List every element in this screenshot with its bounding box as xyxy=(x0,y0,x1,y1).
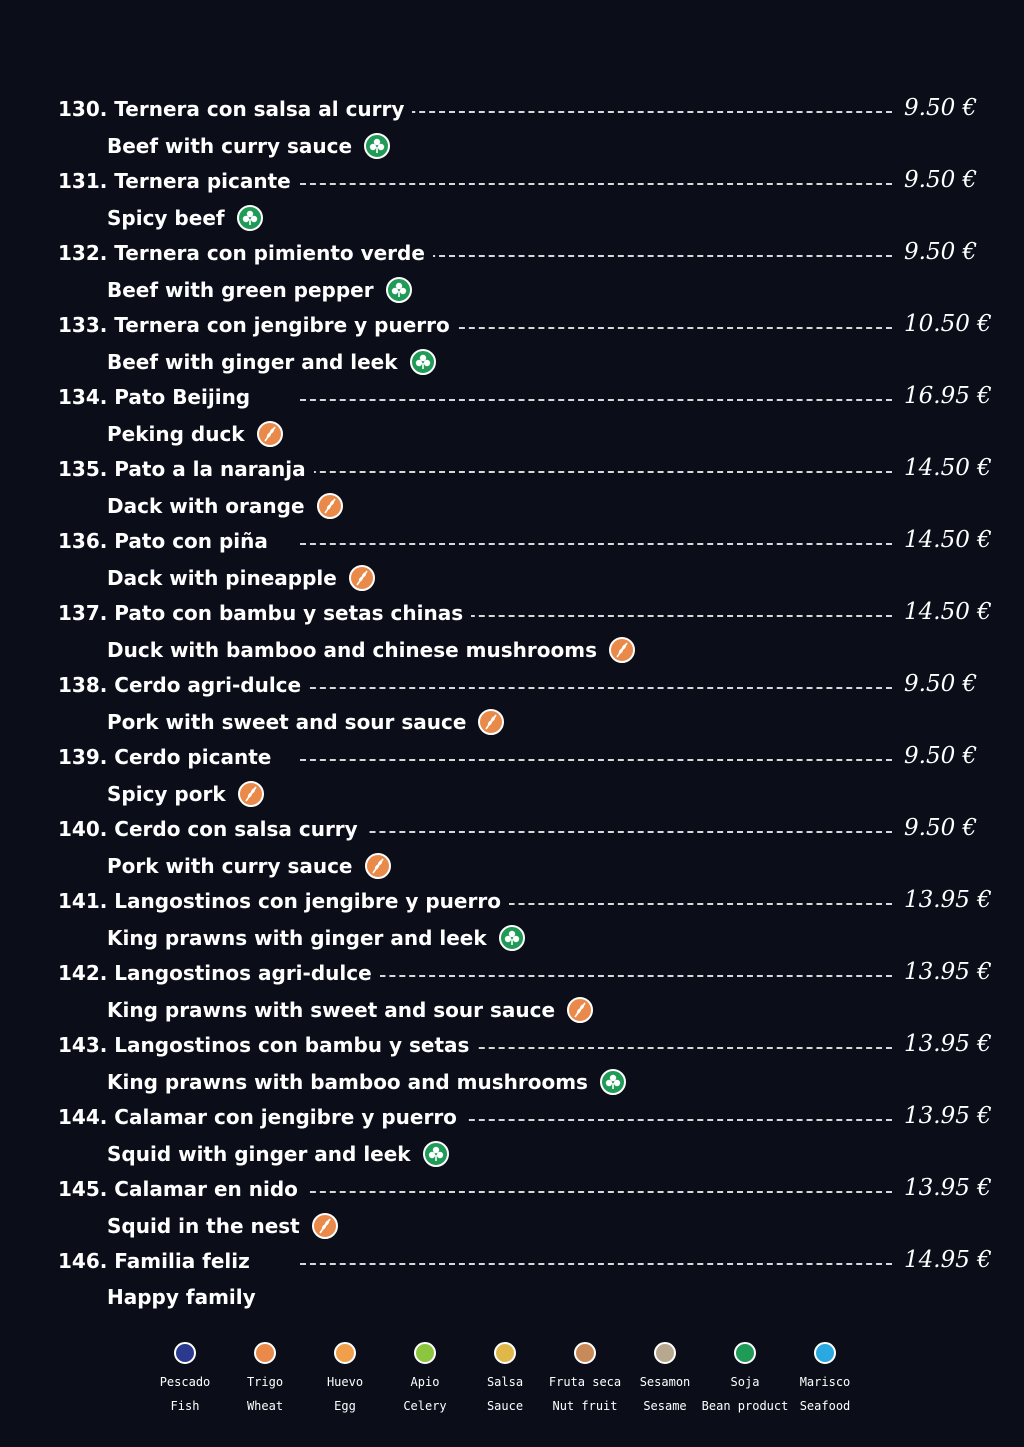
menu-item xyxy=(0,1177,1024,1249)
wheat-icon xyxy=(254,1342,276,1364)
item-name: 136. Pato con piña xyxy=(58,529,276,553)
item-translation: Spicy pork xyxy=(107,782,226,806)
legend-item xyxy=(540,1338,630,1418)
item-name: 143. Langostinos con bambu y setas xyxy=(58,1033,477,1057)
item-price: 9.50 € xyxy=(904,671,978,697)
legend-label-en: Egg xyxy=(334,1399,356,1413)
item-name: 131. Ternera picante xyxy=(58,169,299,193)
dotted-leader xyxy=(300,1191,892,1193)
item-translation-row xyxy=(107,997,593,1023)
item-price: 16.95 € xyxy=(904,383,992,409)
item-name: 142. Langostinos agri-dulce xyxy=(58,961,380,985)
item-price: 9.50 € xyxy=(904,167,978,193)
menu-item xyxy=(0,673,1024,745)
dotted-leader xyxy=(300,687,892,689)
wheat-icon xyxy=(238,781,264,807)
allergen-legend xyxy=(140,1338,860,1428)
item-translation-row xyxy=(107,925,525,951)
legend-item xyxy=(140,1338,230,1418)
menu-item xyxy=(0,1249,1024,1321)
wheat-icon xyxy=(257,421,283,447)
legend-item xyxy=(700,1338,790,1418)
item-price: 13.95 € xyxy=(904,1103,992,1129)
soy-icon xyxy=(423,1141,449,1167)
item-translation: Squid with ginger and leek xyxy=(107,1142,411,1166)
item-translation-row xyxy=(107,349,436,375)
item-translation-row xyxy=(107,205,263,231)
wheat-icon xyxy=(567,997,593,1023)
legend-item xyxy=(380,1338,470,1418)
legend-label-en: Celery xyxy=(403,1399,447,1413)
item-name: 141. Langostinos con jengibre y puerro xyxy=(58,889,509,913)
item-price: 9.50 € xyxy=(904,239,978,265)
legend-label-es: Apio xyxy=(410,1375,440,1389)
item-translation-row xyxy=(107,781,264,807)
legend-item xyxy=(300,1338,390,1418)
dotted-leader xyxy=(300,183,892,185)
legend-label-es: Salsa xyxy=(486,1375,524,1389)
item-price: 14.50 € xyxy=(904,527,992,553)
item-price: 13.95 € xyxy=(904,1031,992,1057)
item-translation: Beef with ginger and leek xyxy=(107,350,398,374)
seafood-icon xyxy=(814,1342,836,1364)
item-translation-row xyxy=(107,421,283,447)
menu-item xyxy=(0,817,1024,889)
item-translation-row xyxy=(107,133,390,159)
item-price: 13.95 € xyxy=(904,959,992,985)
item-price: 9.50 € xyxy=(904,743,978,769)
fish-icon xyxy=(174,1342,196,1364)
item-price: 14.50 € xyxy=(904,455,992,481)
item-name: 135. Pato a la naranja xyxy=(58,457,314,481)
item-translation: Pork with sweet and sour sauce xyxy=(107,710,467,734)
soy-icon xyxy=(410,349,436,375)
legend-label-en: Fish xyxy=(170,1399,200,1413)
item-translation-row xyxy=(107,1285,256,1309)
item-translation: Spicy beef xyxy=(107,206,225,230)
item-name: 134. Pato Beijing xyxy=(58,385,258,409)
menu-item xyxy=(0,889,1024,961)
item-translation: Happy family xyxy=(107,1285,256,1309)
soy-icon xyxy=(600,1069,626,1095)
legend-label-en: Seafood xyxy=(799,1399,851,1413)
soy-icon xyxy=(499,925,525,951)
item-price: 14.95 € xyxy=(904,1247,992,1273)
celery-icon xyxy=(414,1342,436,1364)
item-price: 13.95 € xyxy=(904,1175,992,1201)
legend-item xyxy=(460,1338,550,1418)
menu-item xyxy=(0,529,1024,601)
menu-item xyxy=(0,601,1024,673)
menu-item xyxy=(0,457,1024,529)
item-translation-row xyxy=(107,853,391,879)
item-translation: Beef with curry sauce xyxy=(107,134,353,158)
legend-label-en: Sesame xyxy=(643,1399,687,1413)
item-translation: Duck with bamboo and chinese mushrooms xyxy=(107,638,597,662)
nut-icon xyxy=(574,1342,596,1364)
item-price: 10.50 € xyxy=(904,311,992,337)
legend-label-es: Soja xyxy=(730,1375,760,1389)
item-name: 146. Familia feliz xyxy=(58,1249,258,1273)
dotted-leader xyxy=(300,1263,892,1265)
egg-icon xyxy=(334,1342,356,1364)
menu-item xyxy=(0,385,1024,457)
item-translation-row xyxy=(107,1141,449,1167)
item-translation: Squid in the nest xyxy=(107,1214,300,1238)
legend-label-en: Sauce xyxy=(486,1399,524,1413)
legend-item xyxy=(780,1338,870,1418)
item-price: 9.50 € xyxy=(904,815,978,841)
legend-label-en: Wheat xyxy=(246,1399,284,1413)
wheat-icon xyxy=(365,853,391,879)
legend-label-es: Sesamon xyxy=(639,1375,691,1389)
legend-label-en: Bean product xyxy=(701,1399,789,1413)
item-translation-row xyxy=(107,1213,338,1239)
wheat-icon xyxy=(609,637,635,663)
item-name: 140. Cerdo con salsa curry xyxy=(58,817,366,841)
item-translation-row xyxy=(107,493,343,519)
menu-item xyxy=(0,961,1024,1033)
sauce-icon xyxy=(494,1342,516,1364)
item-name: 139. Cerdo picante xyxy=(58,745,279,769)
item-name: 130. Ternera con salsa al curry xyxy=(58,97,412,121)
item-name: 144. Calamar con jengibre y puerro xyxy=(58,1105,465,1129)
item-translation: King prawns with ginger and leek xyxy=(107,926,487,950)
item-translation: Dack with orange xyxy=(107,494,305,518)
item-translation-row xyxy=(107,1069,626,1095)
legend-label-es: Trigo xyxy=(246,1375,284,1389)
soy-icon xyxy=(386,277,412,303)
dotted-leader xyxy=(300,831,892,833)
menu-item xyxy=(0,313,1024,385)
wheat-icon xyxy=(317,493,343,519)
item-translation: Pork with curry sauce xyxy=(107,854,353,878)
item-name: 137. Pato con bambu y setas chinas xyxy=(58,601,471,625)
soy-icon xyxy=(364,133,390,159)
sesame-icon xyxy=(654,1342,676,1364)
item-price: 9.50 € xyxy=(904,95,978,121)
legend-label-es: Fruta seca xyxy=(548,1375,622,1389)
item-translation-row xyxy=(107,565,375,591)
soy-icon xyxy=(734,1342,756,1364)
wheat-icon xyxy=(478,709,504,735)
menu-item xyxy=(0,1105,1024,1177)
dotted-leader xyxy=(300,471,892,473)
legend-label-es: Pescado xyxy=(159,1375,211,1389)
item-name: 132. Ternera con pimiento verde xyxy=(58,241,433,265)
menu-item xyxy=(0,745,1024,817)
dotted-leader xyxy=(300,399,892,401)
wheat-icon xyxy=(312,1213,338,1239)
dotted-leader xyxy=(300,543,892,545)
item-translation: Beef with green pepper xyxy=(107,278,374,302)
item-translation: King prawns with sweet and sour sauce xyxy=(107,998,556,1022)
menu-item xyxy=(0,97,1024,169)
item-translation: Dack with pineapple xyxy=(107,566,337,590)
legend-label-es: Huevo xyxy=(326,1375,364,1389)
item-price: 13.95 € xyxy=(904,887,992,913)
dotted-leader xyxy=(300,975,892,977)
item-translation: King prawns with bamboo and mushrooms xyxy=(107,1070,588,1094)
wheat-icon xyxy=(349,565,375,591)
item-name: 145. Calamar en nido xyxy=(58,1177,306,1201)
legend-label-es: Marisco xyxy=(799,1375,851,1389)
legend-item xyxy=(620,1338,710,1418)
menu-item xyxy=(0,1033,1024,1105)
dotted-leader xyxy=(300,759,892,761)
item-price: 14.50 € xyxy=(904,599,992,625)
item-name: 138. Cerdo agri-dulce xyxy=(58,673,309,697)
item-name: 133. Ternera con jengibre y puerro xyxy=(58,313,458,337)
menu-item xyxy=(0,169,1024,241)
legend-label-en: Nut fruit xyxy=(552,1399,618,1413)
item-translation-row xyxy=(107,709,504,735)
item-translation-row xyxy=(107,637,635,663)
legend-item xyxy=(220,1338,310,1418)
menu-item xyxy=(0,241,1024,313)
item-translation-row xyxy=(107,277,412,303)
soy-icon xyxy=(237,205,263,231)
item-translation: Peking duck xyxy=(107,422,245,446)
